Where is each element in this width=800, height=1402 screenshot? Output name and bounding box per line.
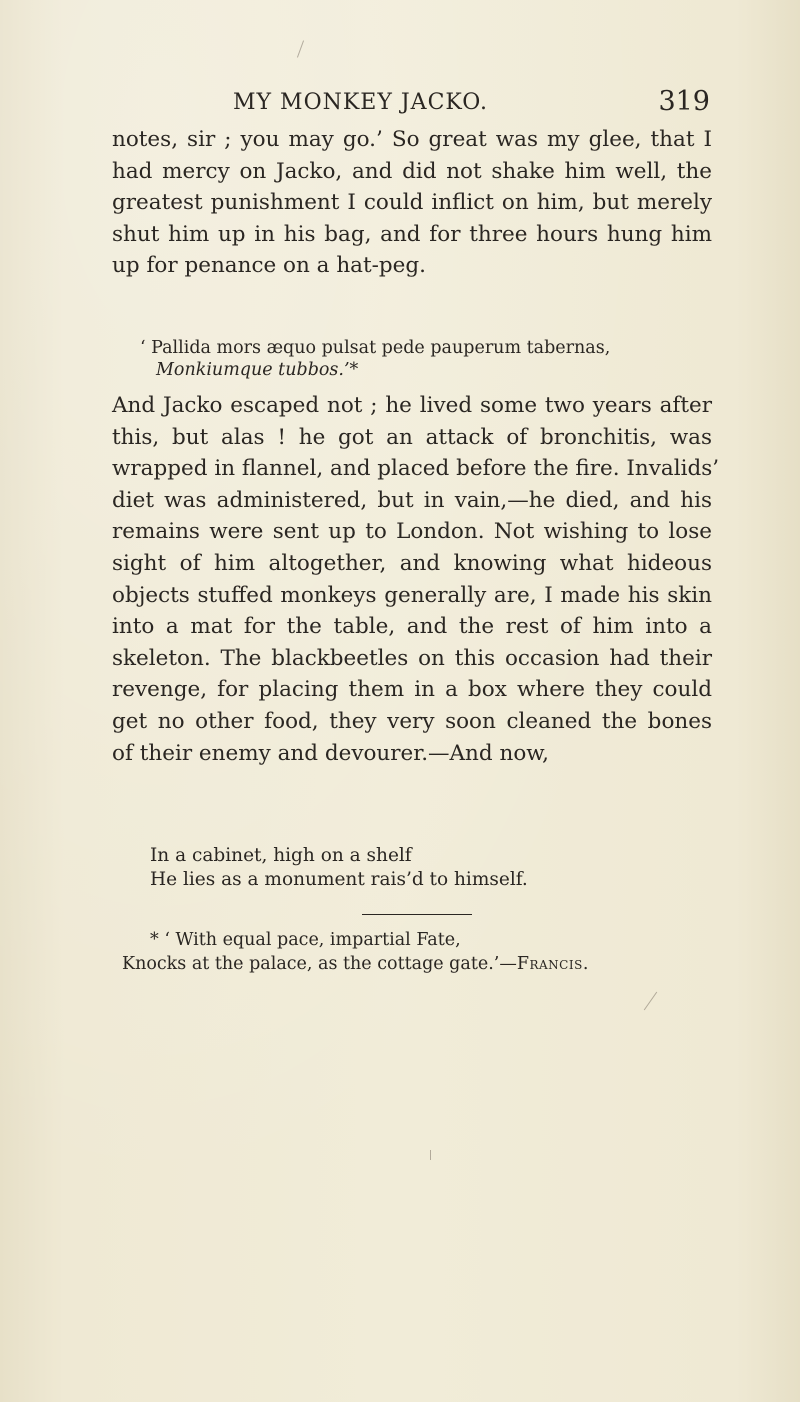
paragraph-1 bbox=[112, 124, 712, 282]
footnote-text: Knocks at the palace, as the cottage gate.’— bbox=[122, 954, 517, 974]
footnote bbox=[122, 928, 589, 976]
paragraph-2 bbox=[112, 390, 720, 769]
text-line: get no other food, they very soon cleaned the bones bbox=[112, 708, 712, 734]
verse-line: He lies as a monument rais’d to himself. bbox=[150, 869, 528, 890]
paper-mark bbox=[430, 1150, 431, 1160]
text-line: had mercy on Jacko, and did not shake him well, the bbox=[112, 158, 712, 184]
text-line: up for penance on a hat-peg. bbox=[112, 253, 426, 279]
text-line: this, but alas ! he got an attack of bronchitis, was bbox=[112, 424, 712, 450]
page-number: 319 bbox=[658, 86, 710, 117]
text-line: remains were sent up to London. Not wishing to lose bbox=[112, 519, 712, 545]
closing-verse bbox=[150, 844, 528, 892]
verse-line: In a cabinet, high on a shelf bbox=[150, 845, 412, 866]
text-line: revenge, for placing them in a box where they could bbox=[112, 677, 712, 703]
text-line: objects stuffed monkeys generally are, I made his skin bbox=[112, 582, 712, 608]
latin-quotation bbox=[140, 337, 610, 381]
quote-line: Monkiumque tubbos.’* bbox=[156, 360, 359, 380]
footnote-line: * ‘ With equal pace, impartial Fate, bbox=[150, 930, 461, 950]
footnote-divider bbox=[362, 914, 472, 915]
running-title: MY MONKEY JACKO. bbox=[233, 90, 488, 115]
running-head bbox=[100, 88, 710, 128]
text-line: greatest punishment I could inflict on him, but merely bbox=[112, 190, 712, 216]
text-line: of their enemy and devourer.—And now, bbox=[112, 740, 549, 766]
text-line: skeleton. The blackbeetles on this occasion had their bbox=[112, 645, 712, 671]
text-line: sight of him altogether, and knowing what hideous bbox=[112, 550, 712, 576]
text-line: And Jacko escaped not ; he lived some two years after bbox=[112, 393, 712, 418]
text-line: diet was administered, but in vain,—he died, and his bbox=[112, 487, 712, 513]
paper-mark bbox=[297, 40, 304, 57]
quote-line: ‘ Pallida mors æquo pulsat pede pauperum tabernas, bbox=[140, 338, 611, 358]
text-line: shut him up in his bag, and for three hours hung him bbox=[112, 221, 712, 247]
footnote-attribution: Francis. bbox=[516, 954, 589, 974]
text-line: wrapped in flannel, and placed before the fire. Invalids’ bbox=[112, 456, 720, 482]
footnote-line bbox=[122, 952, 589, 976]
paper-mark bbox=[644, 992, 657, 1011]
text-line: notes, sir ; you may go.’ So great was my glee, that I bbox=[112, 127, 712, 152]
text-line: into a mat for the table, and the rest of him into a bbox=[112, 614, 712, 640]
